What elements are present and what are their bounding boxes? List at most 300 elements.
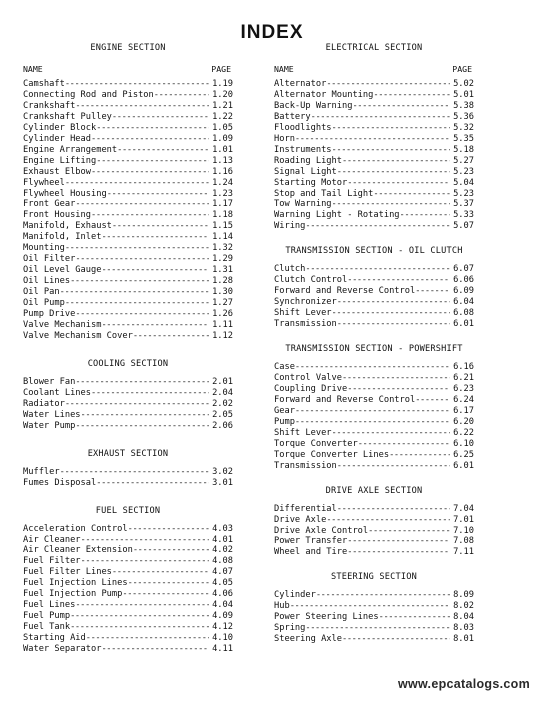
dot-leader <box>337 504 450 515</box>
dot-leader <box>415 395 450 406</box>
cooling-section-title: COOLING SECTION <box>87 358 169 369</box>
entry-name: Roading Light <box>274 155 342 166</box>
entry-page-number: 6.22 <box>453 427 474 438</box>
entry-page-number: 8.02 <box>453 601 474 612</box>
index-entry <box>274 297 474 308</box>
index-entry <box>274 156 474 167</box>
dot-leader <box>332 145 451 156</box>
transmission-powershift-section-title: TRANSMISSION SECTION - POWERSHIFT <box>285 344 463 355</box>
entry-page-number: 6.04 <box>453 297 474 308</box>
dot-leader <box>75 377 209 388</box>
entry-page-number: 2.04 <box>212 387 233 398</box>
dot-leader <box>389 450 450 461</box>
index-entry <box>23 145 233 156</box>
entry-page-number: 1.16 <box>212 166 233 177</box>
dot-leader <box>91 210 209 221</box>
index-entry <box>274 406 474 417</box>
index-entry <box>23 524 233 535</box>
entry-name: Muffler <box>23 466 60 477</box>
entry-page-number: 2.02 <box>212 398 233 409</box>
dot-leader <box>347 384 450 395</box>
exhaust-entries <box>23 467 233 489</box>
steering-entries <box>274 590 474 645</box>
entry-page-number: 6.25 <box>453 449 474 460</box>
dot-leader <box>112 112 209 123</box>
dot-leader <box>154 90 209 101</box>
index-entry <box>23 221 233 232</box>
entry-page-number: 1.20 <box>212 89 233 100</box>
dot-leader <box>75 309 209 320</box>
entry-page-number: 6.24 <box>453 394 474 405</box>
index-entry <box>274 623 474 634</box>
left-column-header <box>23 64 233 75</box>
entry-page-number: 1.05 <box>212 122 233 133</box>
dot-leader <box>342 156 450 167</box>
entry-page-number: 1.32 <box>212 243 233 254</box>
dot-leader <box>86 633 209 644</box>
entry-name: Cylinder Head <box>23 133 91 144</box>
dot-leader <box>91 167 209 178</box>
dot-leader <box>305 221 450 232</box>
dot-leader <box>65 399 209 410</box>
index-entry <box>274 504 474 515</box>
entry-page-number: 6.10 <box>453 438 474 449</box>
index-entry <box>274 210 474 221</box>
watermark: www.epcatalogs.com <box>397 677 530 691</box>
index-entry <box>274 189 474 200</box>
entry-page-number: 1.21 <box>212 100 233 111</box>
index-entry <box>274 536 474 547</box>
dot-leader <box>101 232 209 243</box>
entry-page-number: 6.07 <box>453 264 474 275</box>
entry-name: Air Cleaner <box>23 534 81 545</box>
dot-leader <box>400 210 451 221</box>
index-entry <box>23 276 233 287</box>
dot-leader <box>332 199 451 210</box>
entry-name: Tow Warning <box>274 199 332 210</box>
dot-leader <box>332 428 451 439</box>
index-entry <box>274 319 474 330</box>
entry-name: Cylinder Block <box>23 122 97 133</box>
entry-name: Oil Level Gauge <box>23 265 102 276</box>
entry-name: Fuel Tank <box>23 622 71 633</box>
index-entry <box>274 461 474 472</box>
index-entry <box>23 478 233 489</box>
entry-name: Starting Motor <box>274 177 348 188</box>
entry-name: Pump <box>274 416 295 427</box>
dot-leader <box>133 545 209 556</box>
dot-leader <box>352 101 450 112</box>
entry-name: Power Transfer <box>274 536 348 547</box>
index-entry <box>23 388 233 399</box>
entry-page-number: 1.01 <box>212 144 233 155</box>
entry-name: Steering Axle <box>274 634 342 645</box>
dot-leader <box>373 90 450 101</box>
entry-name: Manifold, Inlet <box>23 232 102 243</box>
index-entry <box>274 450 474 461</box>
entry-name: Oil Pan <box>23 287 60 298</box>
entry-page-number: 5.18 <box>453 144 474 155</box>
dot-leader <box>295 362 450 373</box>
entry-name: Air Cleaner Extension <box>23 545 133 556</box>
entry-page-number: 5.02 <box>453 79 474 89</box>
entry-page-number: 5.36 <box>453 111 474 122</box>
entry-name: Alternator Mounting <box>274 89 374 100</box>
entry-name: Water Lines <box>23 409 81 420</box>
entry-page-number: 2.01 <box>212 376 233 387</box>
entry-name: Shift Lever <box>274 308 332 319</box>
entry-name: Crankshaft Pulley <box>23 111 112 122</box>
index-entry <box>274 601 474 612</box>
index-entry <box>23 556 233 567</box>
index-entry <box>23 101 233 112</box>
entry-name: Pump Drive <box>23 309 76 320</box>
index-entry <box>274 439 474 450</box>
entry-page-number: 5.07 <box>453 221 474 232</box>
entry-page-number: 6.16 <box>453 362 474 373</box>
entry-name: Fuel Filter <box>23 556 81 567</box>
entry-name: Transmission <box>274 319 337 330</box>
entry-name: Fuel Lines <box>23 600 76 611</box>
entry-page-number: 2.05 <box>212 409 233 420</box>
dot-leader <box>70 611 209 622</box>
dot-leader <box>65 243 209 254</box>
entry-page-number: 8.03 <box>453 623 474 634</box>
engine-section-title: ENGINE SECTION <box>90 43 166 53</box>
dot-leader <box>368 526 450 537</box>
dot-leader <box>305 264 450 275</box>
entry-page-number: 4.02 <box>212 545 233 556</box>
dot-leader <box>326 79 450 90</box>
entry-name: Case <box>274 362 295 373</box>
entry-page-number: 8.01 <box>453 634 474 645</box>
entry-name: Camshaft <box>23 79 65 89</box>
entry-page-number: 8.04 <box>453 612 474 623</box>
index-entry <box>23 377 233 388</box>
entry-page-number: 5.27 <box>453 155 474 166</box>
entry-name: Shift Lever <box>274 427 332 438</box>
electrical-section-title: ELECTRICAL SECTION <box>325 43 423 53</box>
dot-leader <box>342 634 450 645</box>
entry-name: Wheel and Tire <box>274 547 348 558</box>
entry-page-number: 6.08 <box>453 308 474 319</box>
dot-leader <box>337 297 450 308</box>
entry-page-number: 4.04 <box>212 600 233 611</box>
index-entry <box>23 633 233 644</box>
index-entry <box>274 79 474 90</box>
entry-page-number: 4.01 <box>212 534 233 545</box>
dot-leader <box>65 298 209 309</box>
entry-page-number: 1.19 <box>212 79 233 89</box>
index-entry <box>274 612 474 623</box>
engine-entries <box>23 79 233 342</box>
entry-page-number: 5.23 <box>453 166 474 177</box>
entry-name: Exhaust Elbow <box>23 166 91 177</box>
index-entry <box>274 308 474 319</box>
dot-leader <box>290 601 450 612</box>
index-entry <box>23 535 233 546</box>
entry-page-number: 6.06 <box>453 275 474 286</box>
index-entry <box>274 90 474 101</box>
index-entry <box>274 178 474 189</box>
dot-leader <box>332 308 451 319</box>
entry-name: Connecting Rod and Piston <box>23 89 154 100</box>
entry-name: Crankshaft <box>23 100 76 111</box>
index-entry <box>274 264 474 275</box>
dot-leader <box>96 156 209 167</box>
transmission-oil-clutch-section-title: TRANSMISSION SECTION - OIL CLUTCH <box>285 246 463 257</box>
entry-name: Instruments <box>274 144 332 155</box>
dot-leader <box>332 123 451 134</box>
entry-page-number: 6.17 <box>453 405 474 416</box>
dot-leader <box>133 331 209 342</box>
dot-leader <box>75 254 209 265</box>
entry-name: Signal Light <box>274 166 337 177</box>
entry-page-number: 1.18 <box>212 210 233 221</box>
entry-name: Spring <box>274 623 306 634</box>
entry-page-number: 3.02 <box>212 466 233 477</box>
dot-leader <box>101 644 209 655</box>
entry-name: Floodlights <box>274 122 332 133</box>
index-entry <box>274 286 474 297</box>
dot-leader <box>60 467 209 478</box>
dot-leader <box>75 101 209 112</box>
right-column <box>274 42 474 645</box>
dot-leader <box>342 373 450 384</box>
index-entry <box>23 309 233 320</box>
dot-leader <box>81 410 210 421</box>
dot-leader <box>65 79 209 90</box>
dot-leader <box>373 189 450 200</box>
dot-leader <box>70 276 209 287</box>
entry-name: Transmission <box>274 460 337 471</box>
entry-page-number: 7.10 <box>453 525 474 536</box>
entry-name: Engine Arrangement <box>23 144 118 155</box>
entry-page-number: 7.08 <box>453 536 474 547</box>
entry-name: Engine Lifting <box>23 155 97 166</box>
entry-name: Fuel Injection Lines <box>23 578 128 589</box>
entry-name: Oil Lines <box>23 276 71 287</box>
dot-leader <box>415 286 450 297</box>
dot-leader <box>96 478 209 489</box>
dot-leader <box>128 524 209 535</box>
page-title: INDEX <box>240 22 304 43</box>
entry-name: Forward and Reverse Control <box>274 394 416 405</box>
entry-name: Alternator <box>274 79 327 89</box>
index-entry <box>274 634 474 645</box>
entry-name: Fumes Disposal <box>23 477 97 488</box>
entry-name: Differential <box>274 503 337 514</box>
index-entry <box>23 611 233 622</box>
entry-page-number: 6.01 <box>453 319 474 330</box>
index-entry <box>274 199 474 210</box>
entry-name: Blower Fan <box>23 376 76 387</box>
dot-leader <box>101 320 209 331</box>
dot-leader <box>347 536 450 547</box>
entry-name: Radiator <box>23 398 65 409</box>
index-entry <box>23 600 233 611</box>
entry-name: Hub <box>274 601 290 612</box>
entry-page-number: 1.12 <box>212 330 233 341</box>
entry-page-number: 4.08 <box>212 556 233 567</box>
index-entry <box>274 101 474 112</box>
index-entry <box>23 578 233 589</box>
dot-leader <box>316 590 450 601</box>
entry-page-number: 4.12 <box>212 622 233 633</box>
entry-page-number: 1.23 <box>212 188 233 199</box>
entry-name: Valve Mechanism <box>23 319 102 330</box>
dot-leader <box>337 167 450 178</box>
index-entry <box>23 320 233 331</box>
index-entry <box>274 134 474 145</box>
entry-name: Gear <box>274 405 295 416</box>
cooling-entries <box>23 377 233 432</box>
entry-name: Clutch <box>274 264 306 275</box>
index-entry <box>23 199 233 210</box>
dot-leader <box>337 461 450 472</box>
dot-leader <box>112 221 209 232</box>
entry-name: Starting Aid <box>23 633 86 644</box>
dot-leader <box>305 623 450 634</box>
entry-page-number: 1.14 <box>212 232 233 243</box>
entry-page-number: 7.11 <box>453 547 474 558</box>
index-entry <box>23 545 233 556</box>
index-entry <box>274 362 474 373</box>
exhaust-section-title: EXHAUST SECTION <box>87 448 169 459</box>
index-entry <box>274 221 474 232</box>
entry-page-number: 3.01 <box>212 477 233 488</box>
dot-leader <box>81 535 210 546</box>
index-entry <box>23 90 233 101</box>
entry-name: Drive Axle <box>274 514 327 525</box>
index-entry <box>23 167 233 178</box>
dot-leader <box>347 547 450 558</box>
entry-name: Mounting <box>23 243 65 254</box>
transmission-oil-clutch-entries <box>274 264 474 330</box>
dot-leader <box>112 567 209 578</box>
index-entry <box>23 589 233 600</box>
index-entry <box>23 189 233 200</box>
index-entry <box>274 526 474 537</box>
entry-page-number: 1.31 <box>212 265 233 276</box>
entry-name: Flywheel Housing <box>23 188 107 199</box>
entry-name: Synchronizer <box>274 297 337 308</box>
entry-page-number: 1.29 <box>212 254 233 265</box>
index-entry <box>274 167 474 178</box>
entry-page-number: 2.06 <box>212 420 233 431</box>
fuel-section-title: FUEL SECTION <box>95 505 161 516</box>
dot-leader <box>101 265 209 276</box>
index-entry <box>23 112 233 123</box>
entry-name: Fuel Filter Lines <box>23 567 112 578</box>
dot-leader <box>96 123 209 134</box>
entry-page-number: 6.09 <box>453 286 474 297</box>
dot-leader <box>75 199 209 210</box>
page-column-header: PAGE <box>211 64 231 74</box>
entry-name: Torque Converter <box>274 438 358 449</box>
index-entry <box>274 373 474 384</box>
fuel-entries <box>23 524 233 655</box>
entry-name: Manifold, Exhaust <box>23 221 112 232</box>
name-column-header: NAME <box>23 64 43 74</box>
entry-name: Warning Light - Rotating <box>274 210 400 221</box>
index-entry <box>23 254 233 265</box>
entry-page-number: 5.38 <box>453 100 474 111</box>
dot-leader <box>75 421 209 432</box>
index-entry <box>274 145 474 156</box>
index-entry <box>23 243 233 254</box>
index-entry <box>274 384 474 395</box>
entry-name: Coolant Lines <box>23 387 91 398</box>
index-entry <box>274 395 474 406</box>
dot-leader <box>81 556 210 567</box>
index-entry <box>23 134 233 145</box>
entry-page-number: 1.22 <box>212 111 233 122</box>
dot-leader <box>128 578 209 589</box>
index-entry <box>23 567 233 578</box>
dot-leader <box>311 112 450 123</box>
dot-leader <box>295 406 450 417</box>
entry-name: Flywheel <box>23 177 65 188</box>
entry-page-number: 1.09 <box>212 133 233 144</box>
entry-page-number: 5.23 <box>453 188 474 199</box>
entry-name: Power Steering Lines <box>274 612 379 623</box>
dot-leader <box>75 600 209 611</box>
dot-leader <box>91 134 209 145</box>
index-entry <box>23 79 233 90</box>
dot-leader <box>347 275 450 286</box>
dot-leader <box>379 612 450 623</box>
entry-page-number: 4.03 <box>212 523 233 534</box>
entry-page-number: 1.28 <box>212 276 233 287</box>
entry-name: Oil Pump <box>23 298 65 309</box>
index-entry <box>274 590 474 601</box>
index-entry <box>23 123 233 134</box>
entry-page-number: 7.04 <box>453 503 474 514</box>
dot-leader <box>122 589 209 600</box>
entry-page-number: 6.01 <box>453 460 474 471</box>
entry-name: Stop and Tail Light <box>274 188 374 199</box>
dot-leader <box>347 178 450 189</box>
entry-page-number: 1.15 <box>212 221 233 232</box>
index-entry <box>23 644 233 655</box>
entry-page-number: 5.04 <box>453 177 474 188</box>
dot-leader <box>117 145 209 156</box>
drive-axle-section-title: DRIVE AXLE SECTION <box>325 485 423 496</box>
entry-name: Wiring <box>274 221 306 232</box>
entry-page-number: 4.09 <box>212 611 233 622</box>
entry-page-number: 1.26 <box>212 309 233 320</box>
index-entry <box>23 210 233 221</box>
entry-page-number: 6.23 <box>453 383 474 394</box>
entry-page-number: 1.27 <box>212 298 233 309</box>
entry-name: Coupling Drive <box>274 383 348 394</box>
index-entry <box>274 428 474 439</box>
entry-name: Water Separator <box>23 644 102 655</box>
entry-name: Water Pump <box>23 420 76 431</box>
entry-page-number: 4.11 <box>212 644 233 655</box>
entry-page-number: 6.20 <box>453 416 474 427</box>
index-entry <box>23 298 233 309</box>
entry-page-number: 5.37 <box>453 199 474 210</box>
entry-page-number: 4.10 <box>212 633 233 644</box>
dot-leader <box>358 439 450 450</box>
index-entry <box>274 515 474 526</box>
entry-page-number: 5.32 <box>453 122 474 133</box>
entry-name: Front Gear <box>23 199 76 210</box>
entry-name: Cylinder <box>274 590 316 601</box>
entry-page-number: 5.35 <box>453 133 474 144</box>
